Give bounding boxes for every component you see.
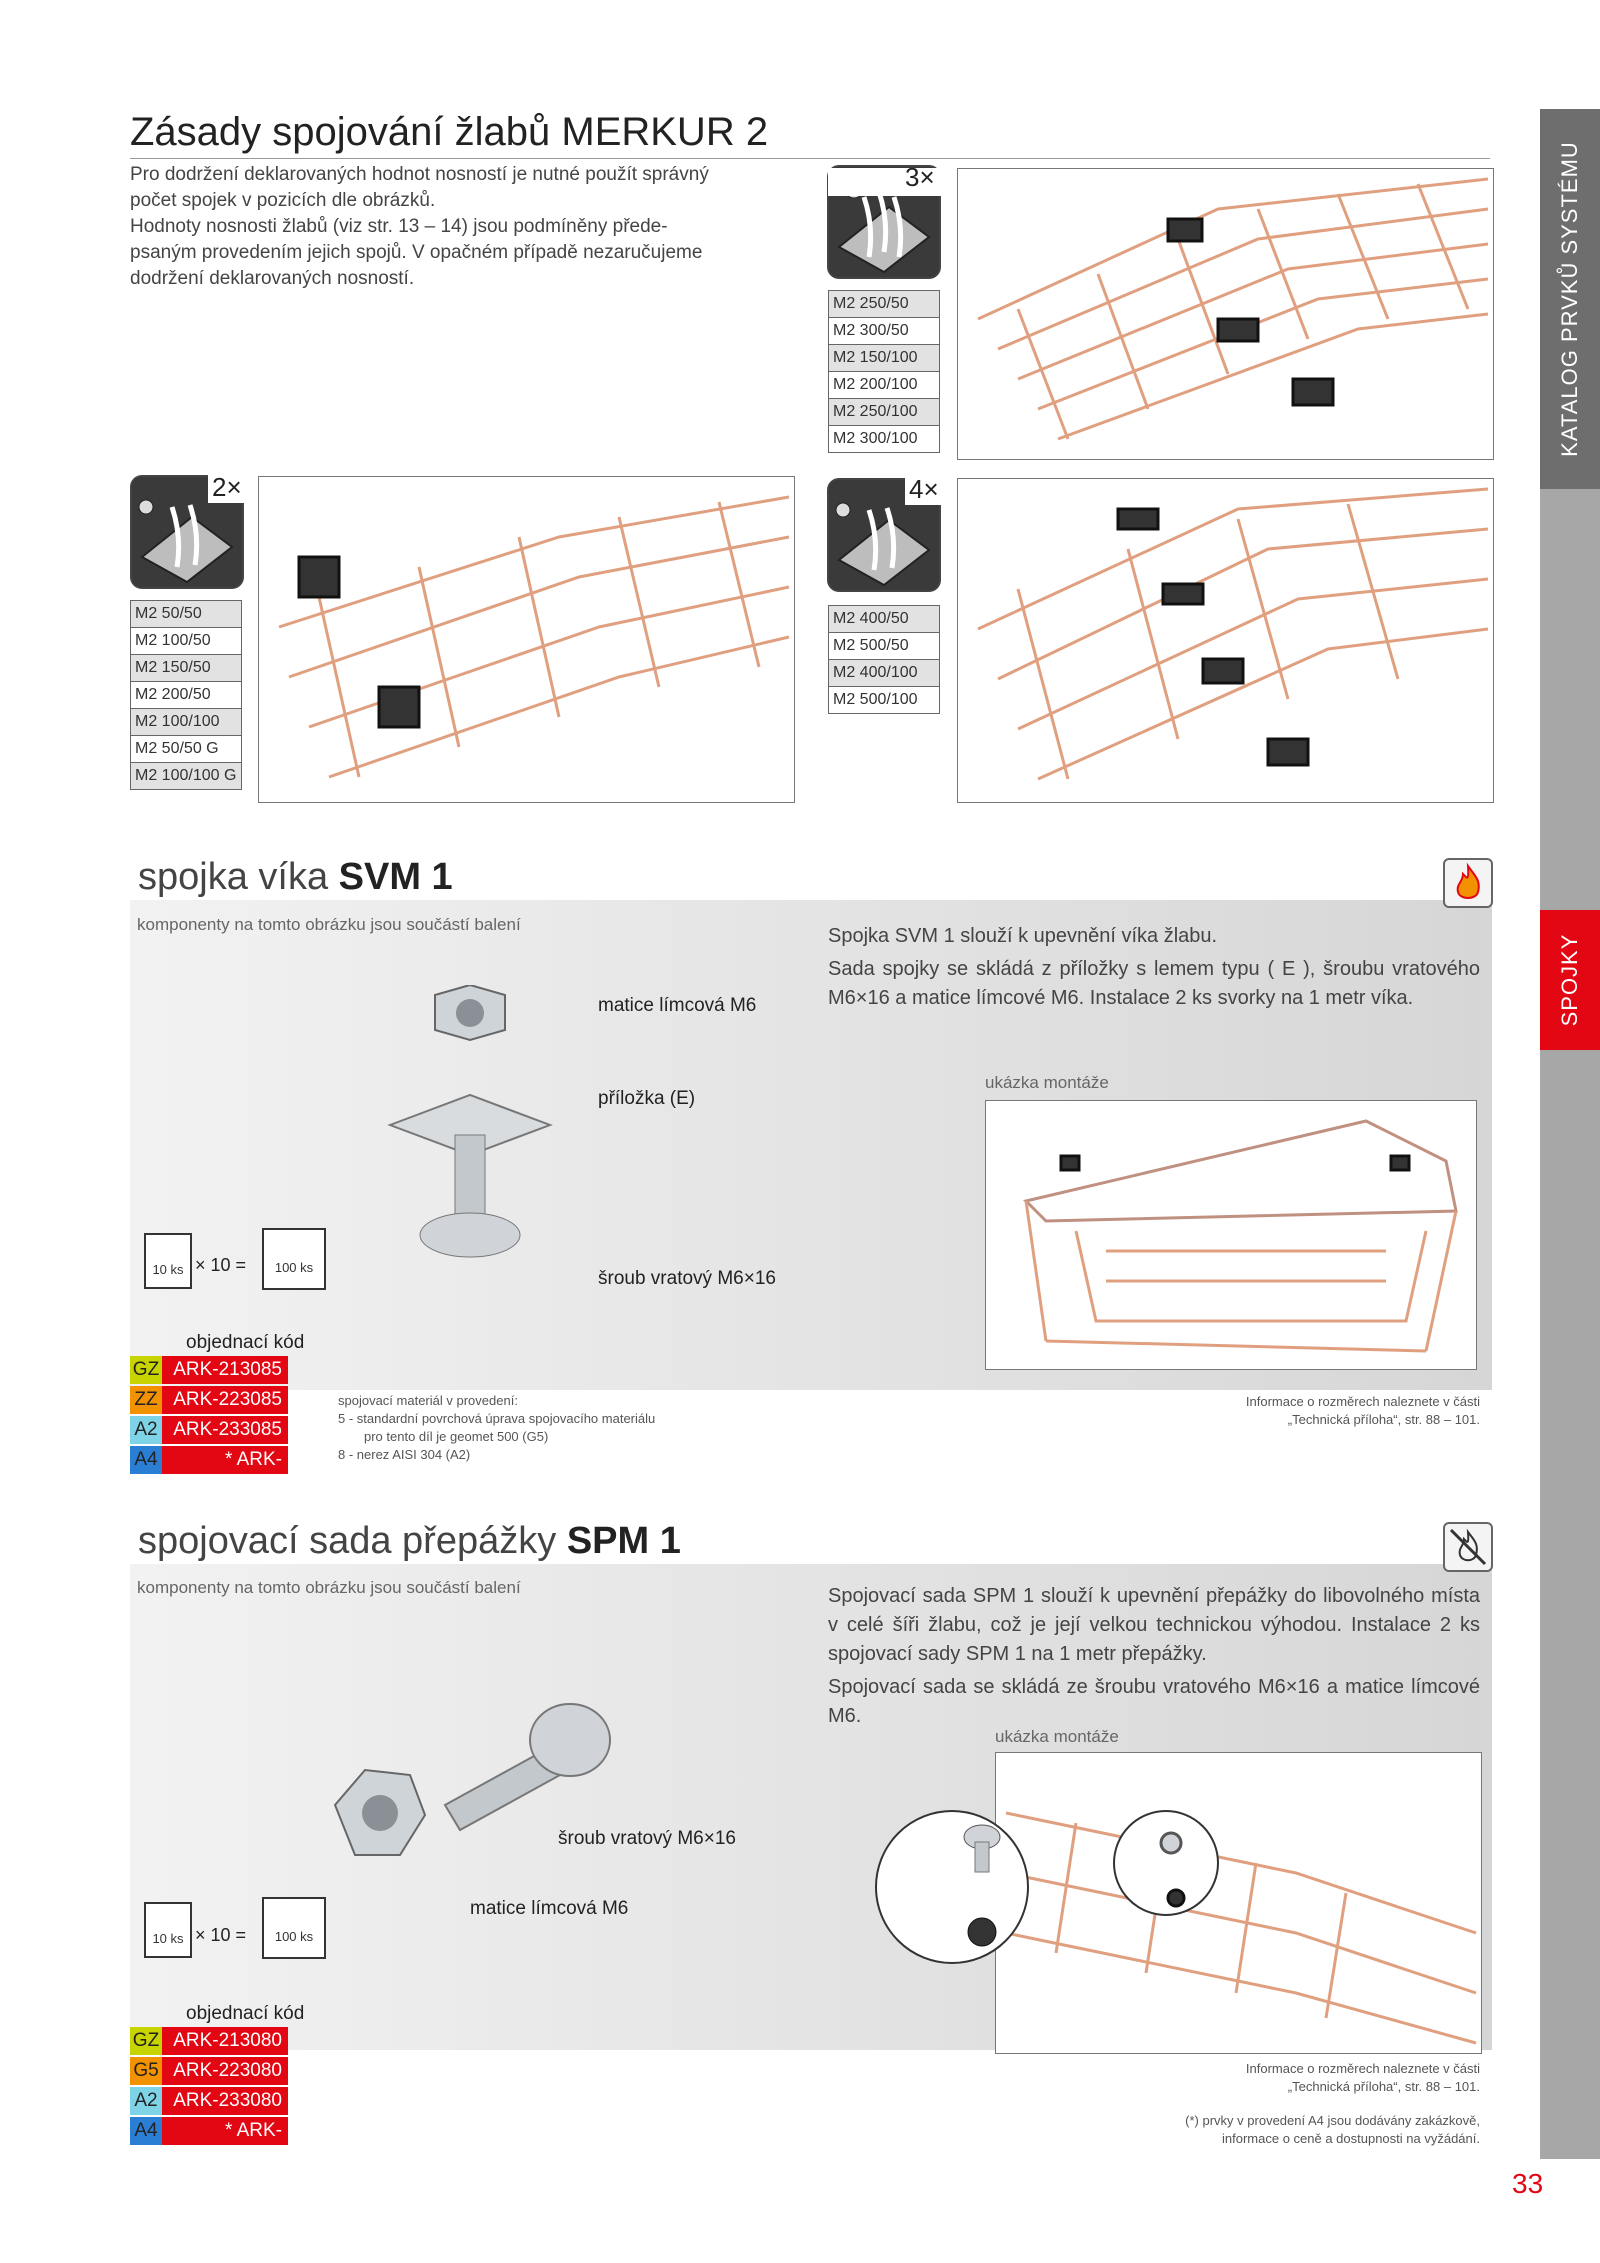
code-value: ARK-223080 (162, 2057, 288, 2085)
order-code-row (130, 1416, 288, 1444)
info-line: Informace o rozměrech naleznete v části (1245, 1394, 1480, 1409)
detail-magnifier (875, 1810, 1029, 1964)
size-cell: M2 100/50 (131, 628, 242, 655)
pack-box-icon (262, 1228, 326, 1290)
size-cell: M2 500/50 (829, 633, 940, 660)
svm-parts-illustration (380, 985, 560, 1285)
code-tag: GZ (130, 2027, 162, 2055)
svm-order-caption: objednací kód (186, 1332, 305, 1353)
size-cell: M2 250/50 (829, 291, 940, 318)
label-nut: matice límcová M6 (598, 995, 757, 1016)
intro-line: Pro dodržení deklarovaných hodnot nosností je nutné použít správný (130, 164, 709, 185)
section-tab-label: SPOJKY (1557, 933, 1582, 1027)
spm-desc-2: Spojovací sada se skládá ze šroubu vratového M6×16 a matice límcové M6. (828, 1676, 1480, 1727)
count-label: 2× (208, 472, 246, 503)
pack-small-icon (144, 1902, 192, 1958)
order-code-row (130, 1386, 288, 1414)
note-line: 8 - nerez AISI 304 (A2) (338, 1447, 471, 1462)
order-code-row (130, 2057, 288, 2085)
note-line: pro tento díl je geomet 500 (G5) (364, 1429, 549, 1444)
pack-box-icon (262, 1897, 326, 1959)
size-table-2x (130, 600, 242, 790)
size-cell: M2 300/100 (829, 426, 940, 453)
pack-big-label: 100 ks (274, 1260, 314, 1275)
svm-info (1100, 1393, 1480, 1429)
code-value: * ARK-243085 (162, 1446, 288, 1474)
catalog-tab[interactable] (1540, 109, 1600, 489)
spm-mounting-illustration (995, 1752, 1482, 2054)
spm-example-caption: ukázka montáže (995, 1727, 1119, 1746)
size-cell: M2 150/100 (829, 345, 940, 372)
order-code-row (130, 2087, 288, 2115)
page-title: Zásady spojování žlabů MERKUR 2 (130, 110, 769, 154)
size-cell: M2 100/100 (131, 709, 242, 736)
size-cell: M2 50/50 (131, 601, 242, 628)
code-tag: A4 (130, 2117, 162, 2145)
size-cell: M2 200/100 (829, 372, 940, 399)
order-code-row (130, 1446, 288, 1498)
svm-description (828, 922, 1480, 1013)
title-divider (130, 158, 1490, 159)
intro-line: počet spojek v pozicích dle obrázků. (130, 190, 436, 211)
size-cell: M2 400/50 (829, 606, 940, 633)
label-bolt: šroub vratový M6×16 (558, 1828, 736, 1849)
footnote (1100, 2112, 1480, 2148)
intro-text (130, 162, 810, 292)
info-line: „Technická příloha“, str. 88 – 101. (1287, 1412, 1480, 1427)
note-line: spojovací materiál v provedení: (338, 1393, 518, 1408)
size-cell: M2 250/100 (829, 399, 940, 426)
spm-description (828, 1582, 1480, 1731)
count-label: 4× (905, 474, 943, 505)
pack-small-label: 10 ks (152, 1931, 184, 1946)
code-value: ARK-223085 (162, 1386, 288, 1414)
size-cell: M2 100/100 G (131, 763, 242, 790)
svm-mounting-illustration (985, 1100, 1477, 1370)
tray-illustration-3x (957, 168, 1494, 460)
flame-icon (1443, 858, 1493, 908)
no-fire-icon (1443, 1522, 1493, 1572)
code-tag: A2 (130, 1416, 162, 1444)
order-code-row (130, 2027, 288, 2055)
spm-order-caption: objednací kód (186, 2003, 305, 2024)
code-value: * ARK-243080 (162, 2117, 288, 2145)
order-code-row (130, 2117, 288, 2169)
code-tag: ZZ (130, 1386, 162, 1414)
code-value: ARK-213085 (162, 1356, 288, 1384)
size-cell: M2 50/50 G (131, 736, 242, 763)
label-plate: příložka (E) (598, 1088, 696, 1109)
label-nut: matice límcová M6 (470, 1898, 629, 1919)
info-line: Informace o rozměrech naleznete v části (1245, 2061, 1480, 2076)
intro-line: Hodnoty nosnosti žlabů (viz str. 13 – 14) jsou podmíněny přede- (130, 216, 668, 237)
pack-multiplier: × 10 = (195, 1925, 247, 1945)
tray-illustration-2x (258, 476, 795, 803)
material-notes (338, 1392, 738, 1464)
size-cell: M2 400/100 (829, 660, 940, 687)
svm-example-caption: ukázka montáže (985, 1073, 1109, 1092)
spm-title (130, 1520, 689, 1563)
section-tab-spojky[interactable] (1540, 910, 1600, 1050)
order-code-row (130, 1356, 288, 1384)
code-tag: A2 (130, 2087, 162, 2115)
size-cell: M2 150/50 (131, 655, 242, 682)
label-bolt: šroub vratový M6×16 (598, 1268, 776, 1289)
spm-info (1100, 2060, 1480, 2096)
page-number: 33 (1512, 2168, 1544, 2199)
pack-small-label: 10 ks (152, 1262, 184, 1277)
size-cell: M2 500/100 (829, 687, 940, 714)
footnote-line: informace o ceně a dostupnosti na vyžádání. (1222, 2131, 1480, 2146)
pack-big-label: 100 ks (274, 1929, 314, 1944)
spm-desc-1: Spojovací sada SPM 1 slouží k upevnění přepážky do libovolného místa v celé šíři žlabu, což je její velkou technickou výhodou. Instalace 2 ks spojovací sady SPM 1 na 1 metr přepážky. (828, 1585, 1480, 1665)
info-line: „Technická příloha“, str. 88 – 101. (1287, 2079, 1480, 2094)
code-value: ARK-213080 (162, 2027, 288, 2055)
code-tag: A4 (130, 1446, 162, 1474)
code-tag: G5 (130, 2057, 162, 2085)
count-label: 3× (905, 162, 935, 192)
spm-components-caption: komponenty na tomto obrázku jsou součástí balení (137, 1578, 521, 1597)
svm-title (130, 856, 461, 899)
svm-desc-1: Spojka SVM 1 slouží k upevnění víka žlabu. (828, 925, 1218, 947)
pack-multiplier: × 10 = (195, 1255, 247, 1275)
svm-title-prefix: spojka víka (138, 856, 339, 898)
code-value: ARK-233080 (162, 2087, 288, 2115)
spm-title-bold: SPM 1 (566, 1520, 681, 1562)
intro-line: psaným provedením jejich spojů. V opačném případě nezaručujeme (130, 242, 703, 263)
size-table-3x (828, 290, 940, 453)
svm-title-bold: SVM 1 (338, 856, 453, 898)
code-tag: GZ (130, 1356, 162, 1384)
spm-parts-illustration (330, 1695, 630, 1885)
tray-illustration-4x (957, 478, 1494, 803)
pack-small-icon (144, 1233, 192, 1289)
size-table-4x (828, 605, 940, 714)
code-value: ARK-233085 (162, 1416, 288, 1444)
note-line: 5 - standardní povrchová úprava spojovacího materiálu (338, 1411, 656, 1426)
svm-desc-2: Sada spojky se skládá z příložky s lemem typu ( E ), šroubu vratového M6×16 a matice límcové M6. Instalace 2 ks svorky na 1 metr víka. (828, 958, 1480, 1009)
catalog-tab-label: KATALOG PRVKŮ SYSTÉMU (1557, 141, 1582, 457)
spm-title-prefix: spojovací sada přepážky (138, 1520, 567, 1562)
size-cell: M2 200/50 (131, 682, 242, 709)
size-cell: M2 300/50 (829, 318, 940, 345)
footnote-line: (*) prvky v provedení A4 jsou dodávány zakázkově, (1185, 2113, 1480, 2128)
svm-components-caption: komponenty na tomto obrázku jsou součástí balení (137, 915, 521, 934)
intro-line: dodržení deklarovaných nosností. (130, 268, 415, 289)
